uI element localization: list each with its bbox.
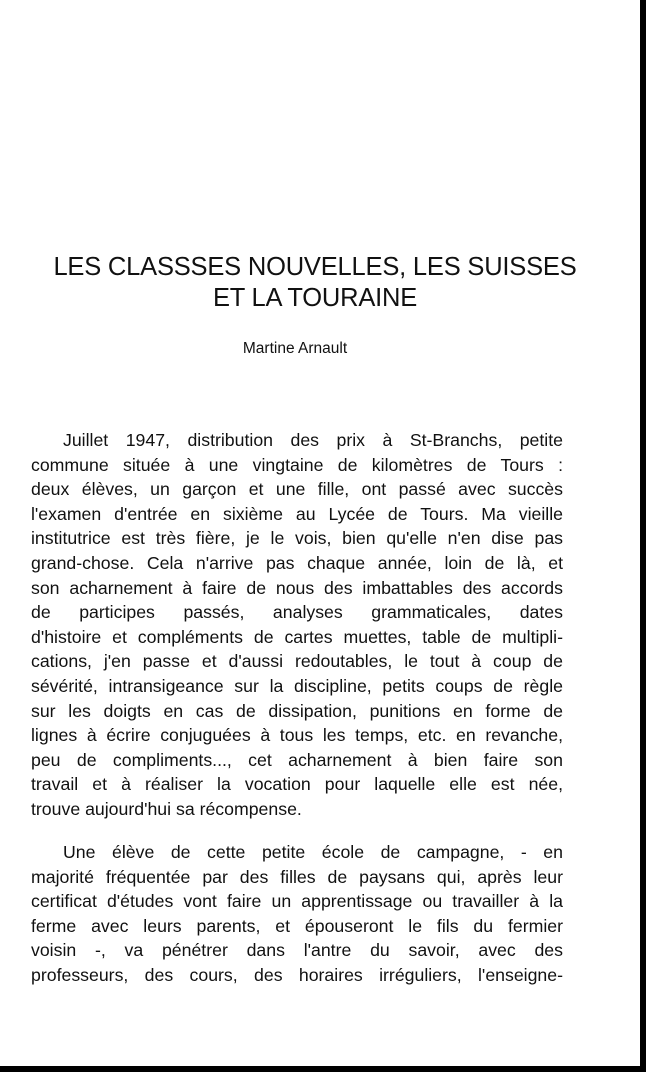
scan-border-bottom bbox=[0, 1066, 646, 1072]
paragraph-line: sur les doigts en cas de dissipation, punitions en forme de bbox=[31, 700, 563, 721]
paragraph-line: travail et à réaliser la vocation pour laquelle elle est née, bbox=[31, 774, 563, 795]
paragraph-line: trouve aujourd'hui sa récompense. bbox=[31, 798, 302, 819]
scan-border-right bbox=[640, 0, 646, 1070]
paragraph-line: certificat d'études vont faire un apprentissage ou travailler à la bbox=[31, 891, 563, 912]
paragraph-1 bbox=[31, 428, 563, 822]
paragraph-line: son acharnement à faire de nous des imbattables des accords bbox=[31, 577, 563, 598]
paragraph-line: d'histoire et compléments de cartes muettes, table de multipli- bbox=[31, 626, 563, 647]
article-title-line-2: ET LA TOURAINE bbox=[212, 284, 418, 312]
paragraph-line: Une élève de cette petite école de campagne, - en bbox=[63, 842, 563, 862]
paragraph-line: peu de compliments..., cet acharnement à bien faire son bbox=[31, 749, 563, 770]
paragraph-line: sévérité, intransigeance sur la discipline, petits coups de règle bbox=[31, 675, 563, 696]
paragraph-line: deux élèves, un garçon et une fille, ont passé avec succès bbox=[31, 479, 563, 500]
article-author: Martine Arnault bbox=[242, 340, 348, 357]
paragraph-line: cations, j'en passe et d'aussi redoutables, le tout à coup de bbox=[31, 651, 563, 672]
paragraph-line: Juillet 1947, distribution des prix à St-Branchs, petite bbox=[63, 430, 563, 450]
paragraph-line: grand-chose. Cela n'arrive pas chaque année, loin de là, et bbox=[31, 552, 563, 573]
paragraph-line: commune située à une vingtaine de kilomètres de Tours : bbox=[31, 454, 563, 475]
paragraph-line: de participes passés, analyses grammaticales, dates bbox=[31, 602, 563, 623]
paragraph-line: institutrice est très fière, je le vois, bien qu'elle n'en dise pas bbox=[31, 528, 563, 549]
paragraph-line: majorité fréquentée par des filles de paysans qui, après leur bbox=[31, 866, 563, 887]
article-title bbox=[20, 252, 610, 314]
paragraph-2 bbox=[31, 840, 563, 988]
paragraph-line: ferme avec leurs parents, et épouseront le fils du fermier bbox=[31, 915, 563, 936]
paragraph-line: professeurs, des cours, des horaires irréguliers, l'enseigne- bbox=[31, 964, 563, 985]
paragraph-line: l'examen d'entrée en sixième au Lycée de Tours. Ma vieille bbox=[31, 503, 563, 524]
paragraph-line: voisin -, va pénétrer dans l'antre du savoir, avec des bbox=[31, 940, 563, 961]
paragraph-line: lignes à écrire conjuguées à tous les temps, etc. en revanche, bbox=[31, 725, 563, 746]
article-title-line-1: LES CLASSSES NOUVELLES, LES SUISSES bbox=[53, 253, 577, 281]
